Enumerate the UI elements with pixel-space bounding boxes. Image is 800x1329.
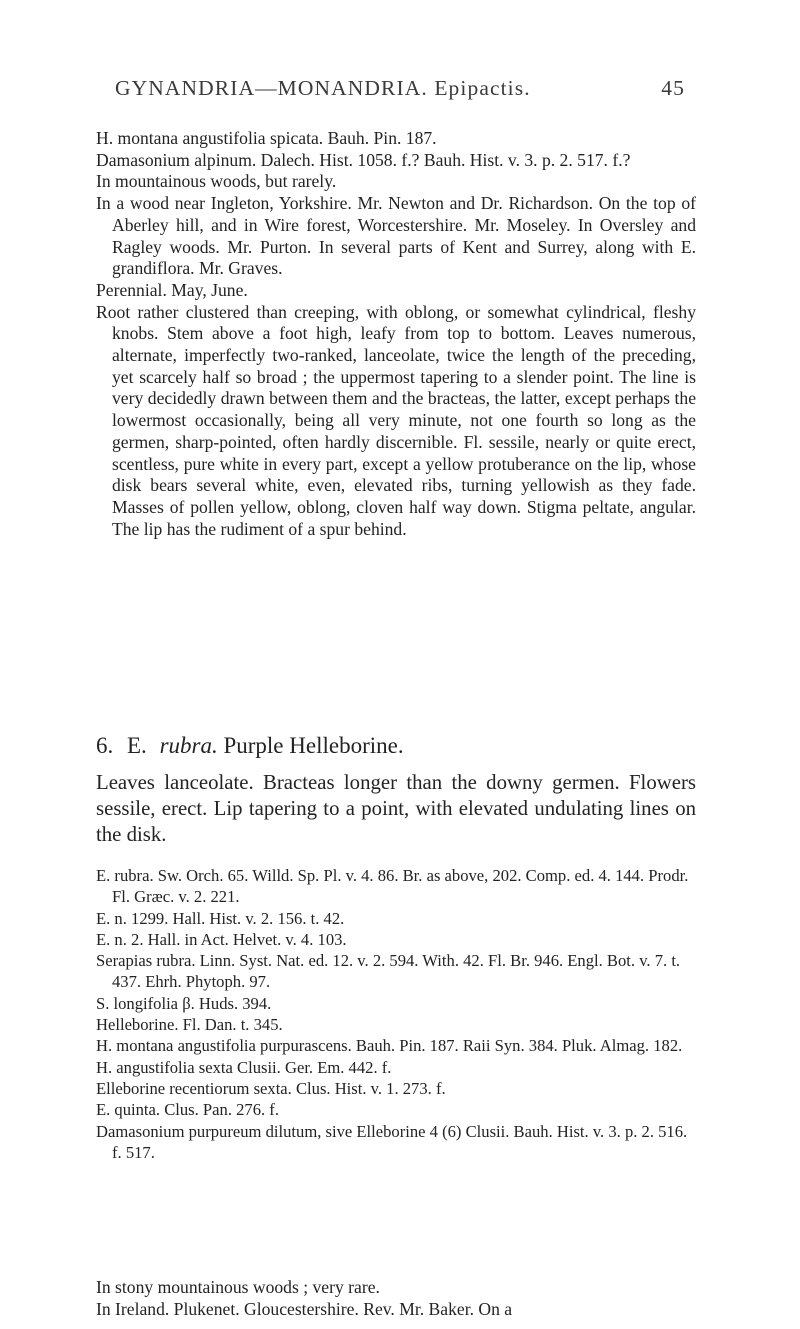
genus-abbrev: E. [127, 733, 147, 758]
habitat-line: In stony mountainous woods ; very rare. [96, 1277, 380, 1297]
species-diagnosis: Leaves lanceolate. Bracteas longer than the downy germen. Flowers sessile, erect. Lip tapering to a point, with elevated undulating lines on the disk. [96, 771, 696, 846]
synonym-entry: Helleborine. Fl. Dan. t. 345. [96, 1015, 283, 1035]
synonym-entry: H. angustifolia sexta Clusii. Ger. Em. 442. f. [96, 1057, 392, 1077]
synonym-entry: E. n. 1299. Hall. Hist. v. 2. 156. t. 42. [96, 908, 345, 928]
species-number: 6. [96, 733, 114, 758]
habitat-line: In mountainous woods, but rarely. [96, 171, 337, 192]
running-head-title: GYNANDRIA—MONANDRIA. Epipactis. [115, 76, 531, 100]
synonym-entry: S. longifolia β. Huds. 394. [96, 993, 272, 1013]
localities-paragraph: In a wood near Ingleton, Yorkshire. Mr. Newton and Dr. Richardson. On the top of Aberley hill, and in Wire forest, Worcestershire. Mr. Moseley. In Oversley and Ragley woods. Mr. Purton. In several parts of Kent and Surrey, along with E. grandiflora. Mr. Graves. [96, 193, 696, 279]
synonym-entry: Damasonium purpureum dilutum, sive Elleborine 4 (6) Clusii. Bauh. Hist. v. 3. p. 2. 516. f. 517. [96, 1121, 688, 1162]
running-head [115, 76, 685, 106]
duration-flowering-line: Perennial. May, June. [96, 279, 248, 300]
synonym-entry: E. n. 2. Hall. in Act. Helvet. v. 4. 103. [96, 929, 347, 949]
synonymy-list [96, 865, 696, 1163]
habitat-block [96, 1277, 696, 1320]
species-epithet: rubra. [159, 733, 218, 758]
page-number: 45 [661, 76, 685, 100]
common-name: Purple Helleborine. [223, 733, 404, 758]
species-heading [96, 731, 696, 761]
synonym-entry: Serapias rubra. Linn. Syst. Nat. ed. 12. v. 2. 594. With. 42. Fl. Br. 946. Engl. Bot. v. 7. t. 437. Ehrh. Phytoph. 97. [96, 951, 681, 992]
synonym-line: H. montana angustifolia spicata. Bauh. Pin. 187. [96, 128, 437, 148]
synonym-entry: E. rubra. Sw. Orch. 65. Willd. Sp. Pl. v. 4. 86. Br. as above, 202. Comp. ed. 4. 144. Prodr. Fl. Græc. v. 2. 221. [96, 866, 689, 907]
synonym-line: Damasonium alpinum. Dalech. Hist. 1058. f.? Bauh. Hist. v. 3. p. 2. 517. f.? [96, 149, 631, 170]
synonym-entry: Elleborine recentiorum sexta. Clus. Hist. v. 1. 273. f. [96, 1078, 446, 1098]
synonym-entry: E. quinta. Clus. Pan. 276. f. [96, 1100, 279, 1120]
synonym-entry: H. montana angustifolia purpurascens. Bauh. Pin. 187. Raii Syn. 384. Pluk. Almag. 182. [96, 1036, 683, 1056]
diagnosis-block [96, 770, 696, 847]
localities-line: In Ireland. Plukenet. Gloucestershire. Rev. Mr. Baker. On a [96, 1298, 513, 1319]
species-5-continuation [96, 128, 696, 540]
description-paragraph: Root rather clustered than creeping, with oblong, or somewhat cylindrical, fleshy knobs. Stem above a foot high, leafy from top to bottom. Leaves numerous, alternate, imperfectly two-ranked, lanceolate, twice the length of the preceding, yet scarcely half so broad ; the uppermost tapering to a slender point. The line is very decidedly drawn between them and the bracteas, the latter, except perhaps the lowermost occasionally, being all very minute, not one fourth so long as the germen, sharp-pointed, often hardly discernible. Fl. sessile, nearly or quite erect, scentless, pure white in every part, except a yellow protuberance on the lip, whose disk bears several white, even, elevated ribs, turning yellowish as they fade. Masses of pollen yellow, oblong, cloven half way down. Stigma peltate, angular. The lip has the rudiment of a spur behind. [96, 301, 696, 539]
